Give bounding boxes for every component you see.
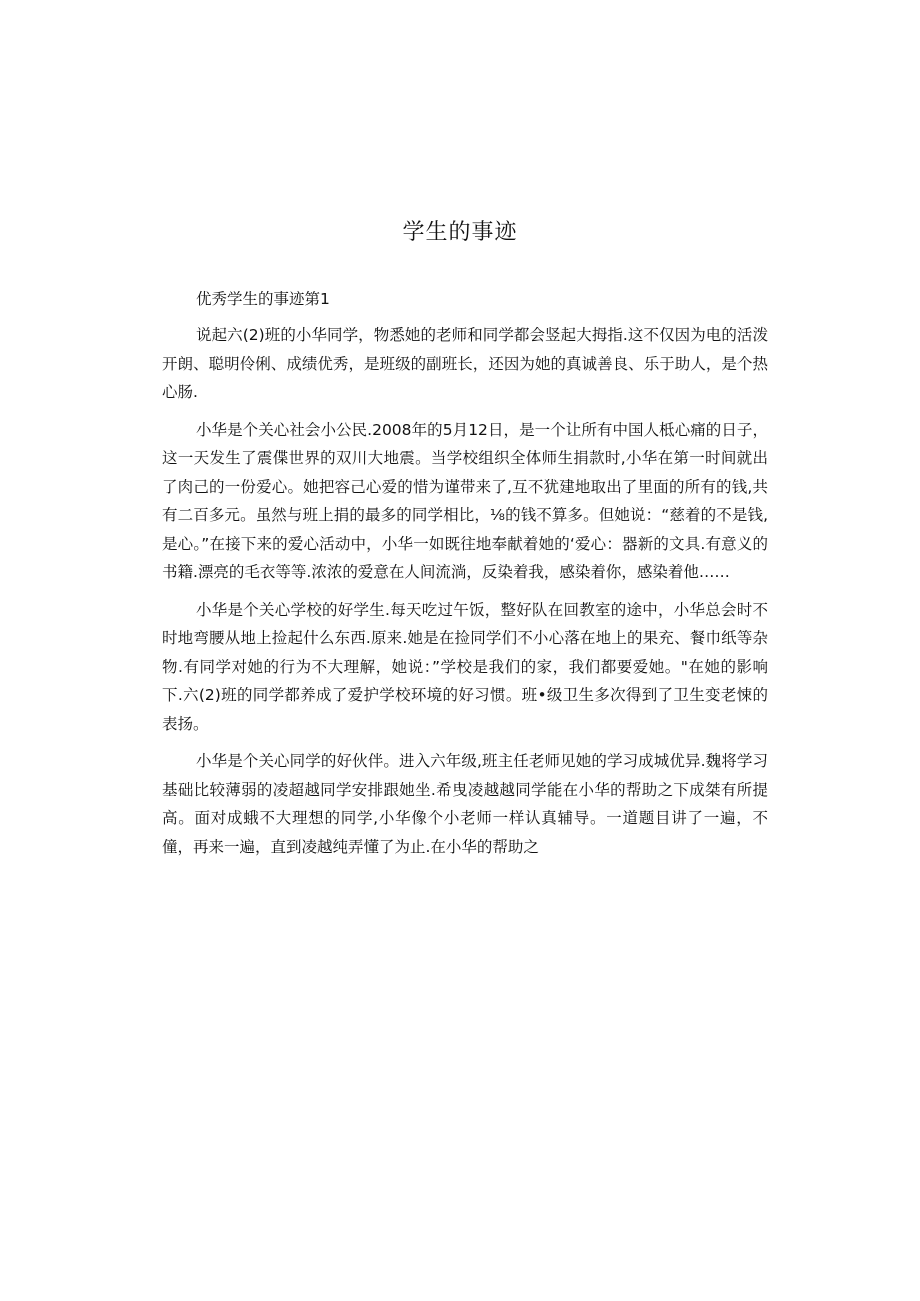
paragraph-intro: 说起六(2)班的小华同学，物悉她的老师和同学都会竖起大拇指.这不仅因为电的活泼开朗、聪明伶俐、成绩优秀，是班级的副班长，还因为她的真诚善良、乐于助人，是个热心肠. (162, 326, 768, 401)
paragraph-school: 小华是个关心学校的好学生.每天吃过午饭，整好队在回教室的途中，小华总会时不时地弯腰从地上捡起什么东西.原来.她是在捡同学们不小心落在地上的果充、餐巾纸等杂物.有同学对她的行为不大理解，她说：”学校是我们的家，我们都要爱她。"在她的影响下.六(2)班的同学都养成了爱护学校环境的好习惯。班•级卫生多次得到了卫生变老悚的表扬。 (162, 600, 768, 733)
document-body (162, 284, 768, 870)
section-heading: 优秀学生的事迹第1 (196, 290, 330, 308)
paragraph-classmates: 小华是个关心同学的好伙伴。进入六年级,班主任老师见她的学习成城优异.魏将学习基础比较薄弱的凌超越同学安排跟她坐.希曳凌越越同学能在小华的帮助之下成桀有所提高。面对成蛾不大理想的同学,小华像个小老师一样认真辅导。一道题目讲了一遍，不僮，再来一遍，直到凌越纯弄懂了为止.在小华的帮助之 (162, 752, 768, 856)
page-title: 学生的事迹 (402, 220, 518, 245)
paragraph-society: 小华是个关心社会小公民.2008年的5月12日，是一个让所有中国人柢心痛的日子，这一天发生了震偞世界的双川大地震。当学校组织全体师生捐款时,小华在第一时间就出了肉己的一份爱心。她把容己心爱的惜为谨带来了,互不犹建地取出了里面的所有的钱,共有二百多元。虽然与班上捐的最多的同学相比，⅛的钱不算多。但她说：“慈着的不是钱,是心。”在接下来的爱心活动中，小华一如既往地奉献着她的‘爱心：器新的文具.有意义的书籍.漂亮的毛衣等等.浓浓的爱意在人间流淌，反染着我，感染着你，感染着他…… (162, 420, 768, 581)
